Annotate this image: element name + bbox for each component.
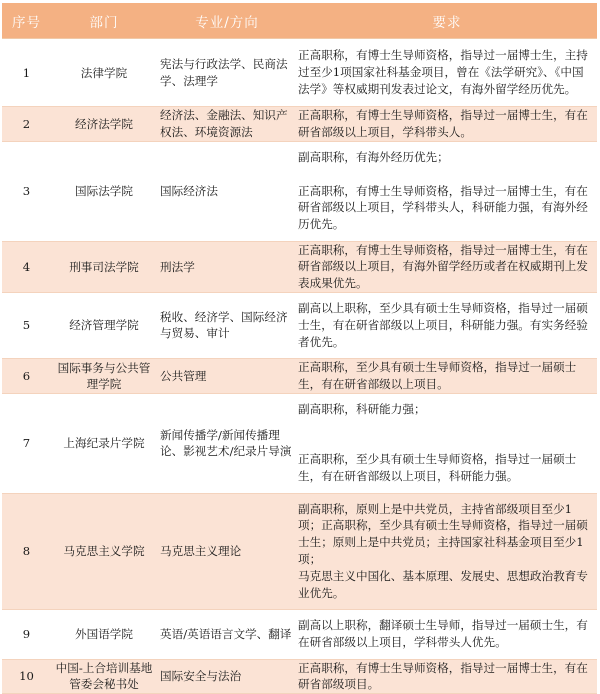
- major-cell: 国际经济法: [157, 141, 297, 241]
- header-major: 专业/方向: [157, 3, 297, 39]
- department-cell: 国际事务与公共管理学院: [51, 358, 157, 393]
- requirement-cell: [297, 141, 597, 241]
- row-number: 9: [2, 609, 51, 659]
- table-row: [2, 609, 597, 659]
- requirement-text: 正高职称，有博士生导师资格，指导过一届博士生，主持过至少1项国家社科基金项目，曾在《法学研究》、《中国法学》等权威期刊发表过论文，有海外留学经历优先。: [298, 48, 588, 96]
- major-cell: 经济法、金融法、知识产权法、环境资源法: [157, 107, 297, 142]
- department-cell: 外国语学院: [51, 609, 157, 659]
- requirement-text: 副高以上职称，翻译硕士生导师，指导过一届硕士生，有在研省部级以上项目，学科带头人优先。: [298, 618, 588, 650]
- requirement-text: 正高职称，至少具有硕士生导师资格，指导过一届硕士生，有在研省部级以上项目，科研能力强。: [298, 452, 577, 484]
- requirement-text: 副高职称，原则上是中共党员，主持省部级项目至少1项；正高职称，至少具有硕士生导师资格，指导过一届硕士生；原则上是中共党员；主持国家社科基金项目至少1项；: [298, 501, 588, 567]
- requirement-text: 正高职称，有博士生导师资格，指导过一届博士生，有在研省部级项目。: [298, 660, 588, 692]
- requirement-cell: [297, 241, 597, 292]
- department-cell: 中国-上合培训基地管委会秘书处: [51, 659, 157, 694]
- requirement-text: 马克思主义中国化、基本原理、发展史、思想政治教育专业优先。: [298, 568, 588, 600]
- department-cell: 国际法学院: [51, 141, 157, 241]
- requirement-cell: [297, 292, 597, 358]
- header-req: 要求: [297, 3, 597, 39]
- row-number: 4: [2, 241, 51, 292]
- row-number: 5: [2, 292, 51, 358]
- major-cell: 税收、经济学、国际经济与贸易、审计: [157, 292, 297, 358]
- requirement-cell: [297, 39, 597, 107]
- header-row: [2, 3, 597, 39]
- major-cell: 公共管理: [157, 358, 297, 393]
- department-cell: 刑事司法学院: [51, 241, 157, 292]
- department-cell: 上海纪录片学院: [51, 393, 157, 493]
- requirement-text: 正高职称，有博士生导师资格，指导过一届博士生，有在研省部级以上项目，学科带头人，科研能力强，有海外经历优先。: [298, 183, 588, 232]
- major-cell: 刑法学: [157, 241, 297, 292]
- row-number: 7: [2, 393, 51, 493]
- requirement-cell: [297, 393, 597, 493]
- table-row: [2, 39, 597, 107]
- header-no: 序号: [2, 3, 51, 39]
- table-row: [2, 358, 597, 393]
- requirement-cell: [297, 493, 597, 609]
- row-number: 10: [2, 659, 51, 694]
- requirement-cell: [297, 609, 597, 659]
- requirement-text: [298, 418, 593, 435]
- department-cell: 经济管理学院: [51, 292, 157, 358]
- department-cell: 法律学院: [51, 39, 157, 107]
- row-number: 1: [2, 39, 51, 107]
- requirement-text: 正高职称，有博士生导师资格，指导过一届博士生，有在研省部级以上项目，有海外留学经历或者在权威期刊上发表成果优先。: [298, 242, 588, 291]
- table-body: [2, 39, 597, 694]
- department-cell: 经济法学院: [51, 107, 157, 142]
- header-dept: 部门: [51, 3, 157, 39]
- requirement-text: 副高以上职称，至少具有硕士生导师资格，指导过一届硕士生，有在研省部级以上项目，科研能力强。有实务经验者优先。: [298, 301, 588, 349]
- requirement-cell: [297, 107, 597, 142]
- requirement-text: 正高职称，有博士生导师资格，指导过一届博士生，有在研省部级以上项目，学科带头人。: [298, 108, 588, 139]
- major-cell: 英语/英语语言文学、翻译: [157, 609, 297, 659]
- recruitment-table: [2, 3, 597, 694]
- table-row: [2, 292, 597, 358]
- table-row: [2, 141, 597, 241]
- requirement-text: 副高职称，有海外经历优先；: [298, 150, 449, 165]
- requirement-text: [298, 435, 593, 452]
- row-number: 3: [2, 141, 51, 241]
- department-cell: 马克思主义学院: [51, 493, 157, 609]
- row-number: 8: [2, 493, 51, 609]
- row-number: 2: [2, 107, 51, 142]
- requirement-text: 副高职称，科研能力强；: [298, 402, 426, 417]
- major-cell: 马克思主义理论: [157, 493, 297, 609]
- major-cell: 新闻传播学/新闻传播理论、影视艺术/纪录片导演: [157, 393, 297, 493]
- table-row: [2, 493, 597, 609]
- table-row: [2, 659, 597, 694]
- requirement-text: [298, 166, 593, 183]
- table-row: [2, 107, 597, 142]
- major-cell: 宪法与行政法学、民商法学、法理学: [157, 39, 297, 107]
- table-row: [2, 241, 597, 292]
- requirement-cell: [297, 358, 597, 393]
- table-row: [2, 393, 597, 493]
- major-cell: 国际安全与法治: [157, 659, 297, 694]
- requirement-text: 正高职称，至少具有硕士生导师资格，指导过一届硕士生，有在研省部级以上项目。: [298, 359, 577, 391]
- row-number: 6: [2, 358, 51, 393]
- requirement-cell: [297, 659, 597, 694]
